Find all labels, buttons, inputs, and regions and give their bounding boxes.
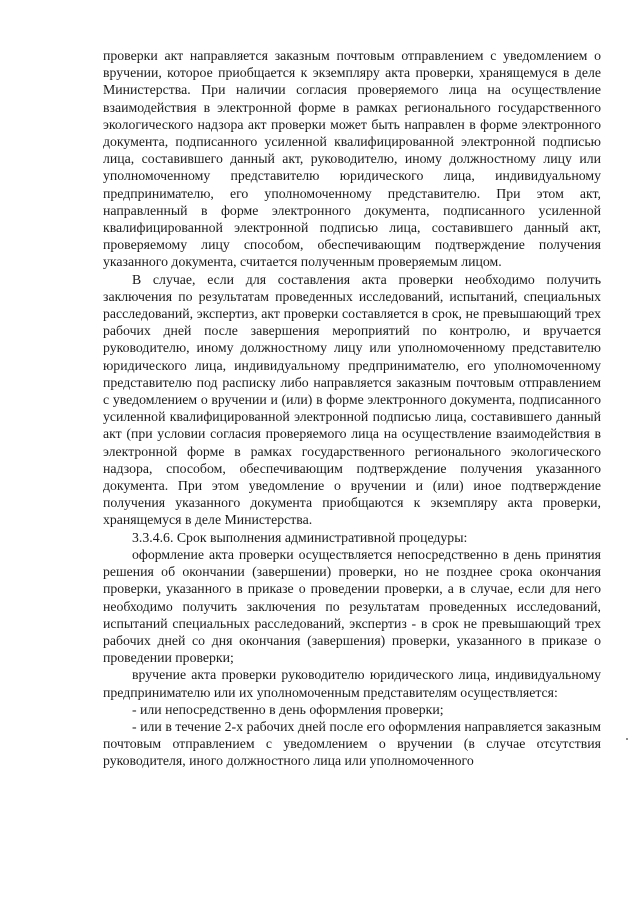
paragraph-act-preparation-term: оформление акта проверки осуществляется непосредственно в день принятия решения об окончании (завершении) проверки, но не позднее срока окончания проверки, указанного в приказе о проведении проверки, а в случае, если для него необходимо получить заключения по результатам проведенных исследований, испытаний специальных расследований, экспертиз - в срок не превышающий трех рабочих дней со дня окончания (завершения) проверки, указанного в приказе о проведении проверки; bbox=[103, 546, 601, 666]
scan-margin-dot bbox=[626, 738, 628, 740]
list-item-mail-delivery: - или в течение 2-х рабочих дней после его оформления направляется заказным почтовым отправлением с уведомлением о вручении (в случае отсутствия руководителя, иного должностного лица или уполномоченного bbox=[103, 718, 601, 769]
paragraph-act-delivery-continuation: проверки акт направляется заказным почтовым отправлением с уведомлением о вручении, которое приобщается к экземпляру акта проверки, хранящемуся в деле Министерства. При наличии согласия проверяемого лица на осуществление взаимодействия в электронной форме в рамках регионального государственного экологического надзора акт проверки может быть направлен в форме электронного документа, подписанного усиленной квалифицированной электронной подписью лица, составившего данный акт, руководителю, иному должностному лицу или уполномоченному представителю юридического лица, индивидуальному предпринимателю, его уполномоченному представителю. При этом акт, направленный в форме электронного документа, подписанного усиленной квалифицированной электронной подписью лица, составившего данный акт, проверяемому лицу способом, обеспечивающим подтверждение получения указанного документа, считается полученным проверяемым лицом. bbox=[103, 48, 601, 270]
paragraph-act-handover: вручение акта проверки руководителю юридического лица, индивидуальному предпринимателю или их уполномоченным представителям осуществляется: bbox=[103, 667, 601, 700]
document-body bbox=[103, 47, 601, 770]
paragraph-expert-conclusions: В случае, если для составления акта проверки необходимо получить заключения по результатам проведенных исследований, испытаний, специальных расследований, экспертиз, акт проверки составляется в срок, не превышающий трех рабочих дней после завершения мероприятий по контролю, и вручается руководителю, иному должностному лицу или уполномоченному представителю юридического лица, индивидуальному предпринимателю, его уполномоченному представителю под расписку либо направляется заказным почтовым отправлением с уведомлением о вручении и (или) в форме электронного документа, подписанного усиленной квалифицированной электронной подписью лица, составившего данный акт (при условии согласия проверяемого лица на осуществление взаимодействия в электронной форме в рамках государственного регионального экологического надзора, способом, обеспечивающим подтверждение получения указанного документа. При этом уведомление о вручении и (или) иное подтверждение получения указанного документа приобщаются к экземпляру акта проверки, хранящемуся в деле Министерства. bbox=[103, 271, 601, 528]
list-item-same-day: - или непосредственно в день оформления проверки; bbox=[132, 701, 444, 717]
paragraph-section-heading: 3.3.4.6. Срок выполнения административной процедуры: bbox=[132, 529, 468, 545]
